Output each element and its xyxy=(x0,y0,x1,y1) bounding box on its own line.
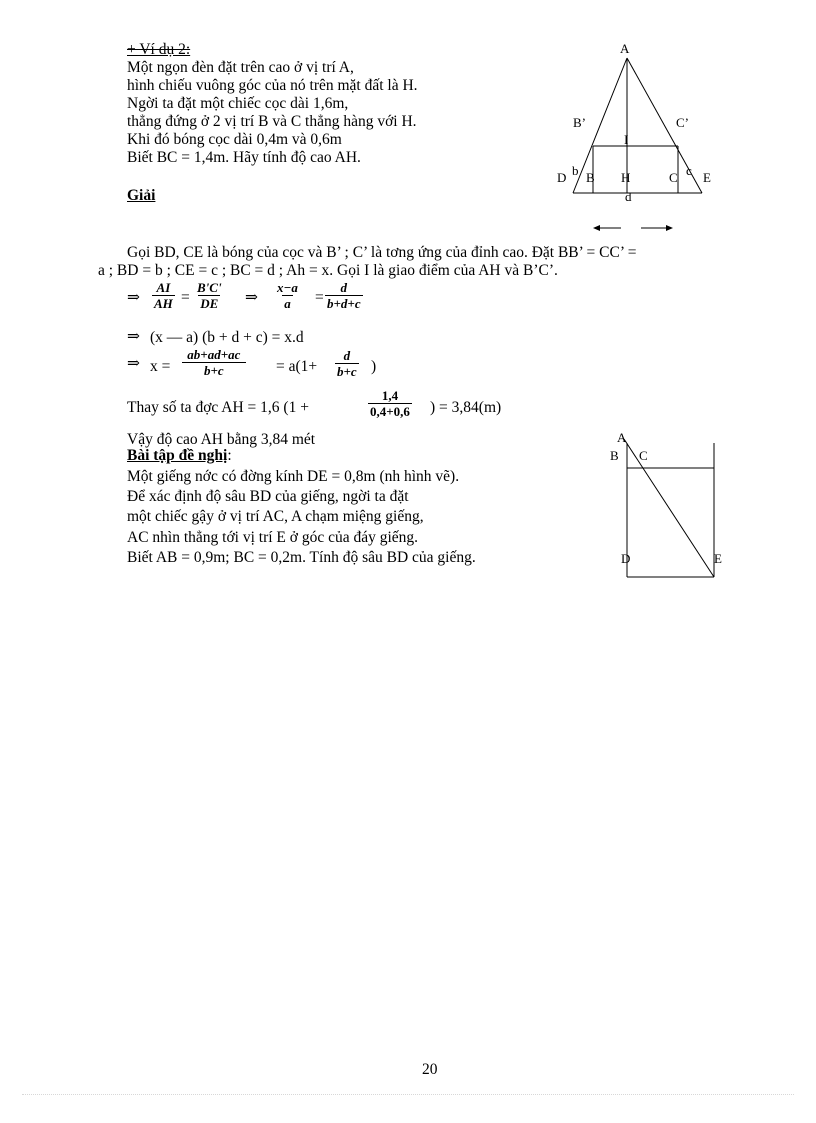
fig2-label-C: C xyxy=(639,448,648,463)
exercise-line-2: Để xác định độ sâu BD của giếng, ngời ta đặt xyxy=(127,488,409,505)
fraction-xa-a xyxy=(275,280,300,311)
example-line-5: Khi đó bóng cọc dài 0,4m và 0,6m xyxy=(127,131,342,148)
exercise-colon: : xyxy=(227,447,232,464)
fig1-label-A: A xyxy=(620,41,630,56)
substitution-pre: Thay số ta đợc AH = 1,6 (1 + xyxy=(127,399,309,416)
equation-3-close: ) xyxy=(371,358,377,375)
equation-2: (x — a) (b + d + c) = x.d xyxy=(150,329,304,346)
example-heading: + Ví dụ 2: xyxy=(127,41,191,58)
exercise-title: Bài tập đề nghị xyxy=(127,447,228,464)
page-number: 20 xyxy=(422,1061,438,1078)
exercise-heading xyxy=(127,447,232,465)
fraction-substitution xyxy=(368,388,412,419)
fraction-numerator: ab+ad+ac xyxy=(187,347,241,362)
equals-sign: = xyxy=(315,289,324,306)
exercise-line-1: Một giếng nớc có đờng kính DE = 0,8m (nh hình vẽ). xyxy=(127,468,460,485)
fig1-label-E: E xyxy=(703,170,711,185)
fig1-label-B: B xyxy=(586,170,595,185)
substitution-post: ) = 3,84(m) xyxy=(430,399,502,416)
fraction-BC-DE xyxy=(195,280,224,311)
solution-heading: Giải xyxy=(127,187,156,204)
implies-arrow: ⇒ xyxy=(127,328,140,345)
fig2-label-B: B xyxy=(610,448,619,463)
exercise-line-3: một chiếc gậy ở vị trí AC, A chạm miệng giếng, xyxy=(127,508,424,525)
fraction-denominator: AH xyxy=(154,296,173,311)
fraction-numerator: B'C' xyxy=(197,280,222,295)
fig1-label-b: b xyxy=(572,163,579,178)
fig1-label-Bprime: B’ xyxy=(573,115,586,130)
example-line-2: hình chiếu vuông góc của nó trên mặt đất là H. xyxy=(127,77,418,94)
solution-para-2: a ; BD = b ; CE = c ; BC = d ; Ah = x. Gọi I là giao điểm của AH và B’C’. xyxy=(98,262,558,279)
fig1-label-D: D xyxy=(557,170,567,185)
fig1-label-I: I xyxy=(624,132,629,147)
fraction-denominator: b+d+c xyxy=(327,296,361,311)
solution-para-1: Gọi BD, CE là bóng của cọc và B’ ; C’ là tơng ứng của đỉnh cao. Đặt BB’ = CC’ = xyxy=(127,244,637,261)
fraction-denominator: a xyxy=(284,296,291,311)
fraction-d-bdc xyxy=(325,280,363,311)
fig2-label-D: D xyxy=(621,551,631,566)
triangle-figure xyxy=(555,38,725,238)
fraction-denominator: b+c xyxy=(182,362,246,378)
fraction-AI-AH xyxy=(152,280,175,311)
fig1-label-Cprime: C’ xyxy=(676,115,689,130)
exercise-line-5: Biết AB = 0,9m; BC = 0,2m. Tính độ sâu BD của giếng. xyxy=(127,549,476,566)
fig1-label-d: d xyxy=(625,189,632,204)
page-footer-divider xyxy=(22,1094,794,1095)
example-line-4: thẳng đứng ở 2 vị trí B và C thẳng hàng với H. xyxy=(127,113,417,130)
fraction-numerator: AI xyxy=(156,280,171,295)
fraction-ab-ad-ac xyxy=(182,347,246,378)
example-line-1: Một ngọn đèn đặt trên cao ở vị trí A, xyxy=(127,59,354,76)
conclusion: Vậy độ cao AH bằng 3,84 mét xyxy=(127,431,316,448)
example-line-3: Ngời ta đặt một chiếc cọc dài 1,6m, xyxy=(127,95,349,112)
exercise-line-4: AC nhìn thẳng tới vị trí E ở góc của đáy giếng. xyxy=(127,529,419,546)
fraction-denominator: b+c xyxy=(337,364,357,379)
fig2-label-A: A xyxy=(617,430,627,445)
fraction-numerator: d xyxy=(343,348,351,363)
fig1-label-c: c xyxy=(686,163,692,178)
fraction-numerator: 1,4 xyxy=(381,388,399,403)
implies-arrow: ⇒ xyxy=(127,289,140,306)
fraction-d-bc xyxy=(335,348,359,379)
fig1-label-H: H xyxy=(621,170,631,185)
implies-arrow: ⇒ xyxy=(127,355,140,372)
equals-sign: = xyxy=(181,289,190,306)
equation-3-lhs: x = xyxy=(150,358,171,375)
equation-3-mid: = a(1+ xyxy=(276,358,318,375)
fraction-denominator: DE xyxy=(200,296,219,311)
well-figure xyxy=(600,428,740,588)
implies-arrow: ⇒ xyxy=(245,289,258,306)
fraction-numerator: d xyxy=(340,280,348,295)
fraction-denominator: 0,4+0,6 xyxy=(370,404,410,419)
example-line-6: Biết BC = 1,4m. Hãy tính độ cao AH. xyxy=(127,149,361,166)
fig2-label-E: E xyxy=(714,551,722,566)
fraction-numerator: x−a xyxy=(277,280,298,295)
fig1-label-C: C xyxy=(669,170,678,185)
